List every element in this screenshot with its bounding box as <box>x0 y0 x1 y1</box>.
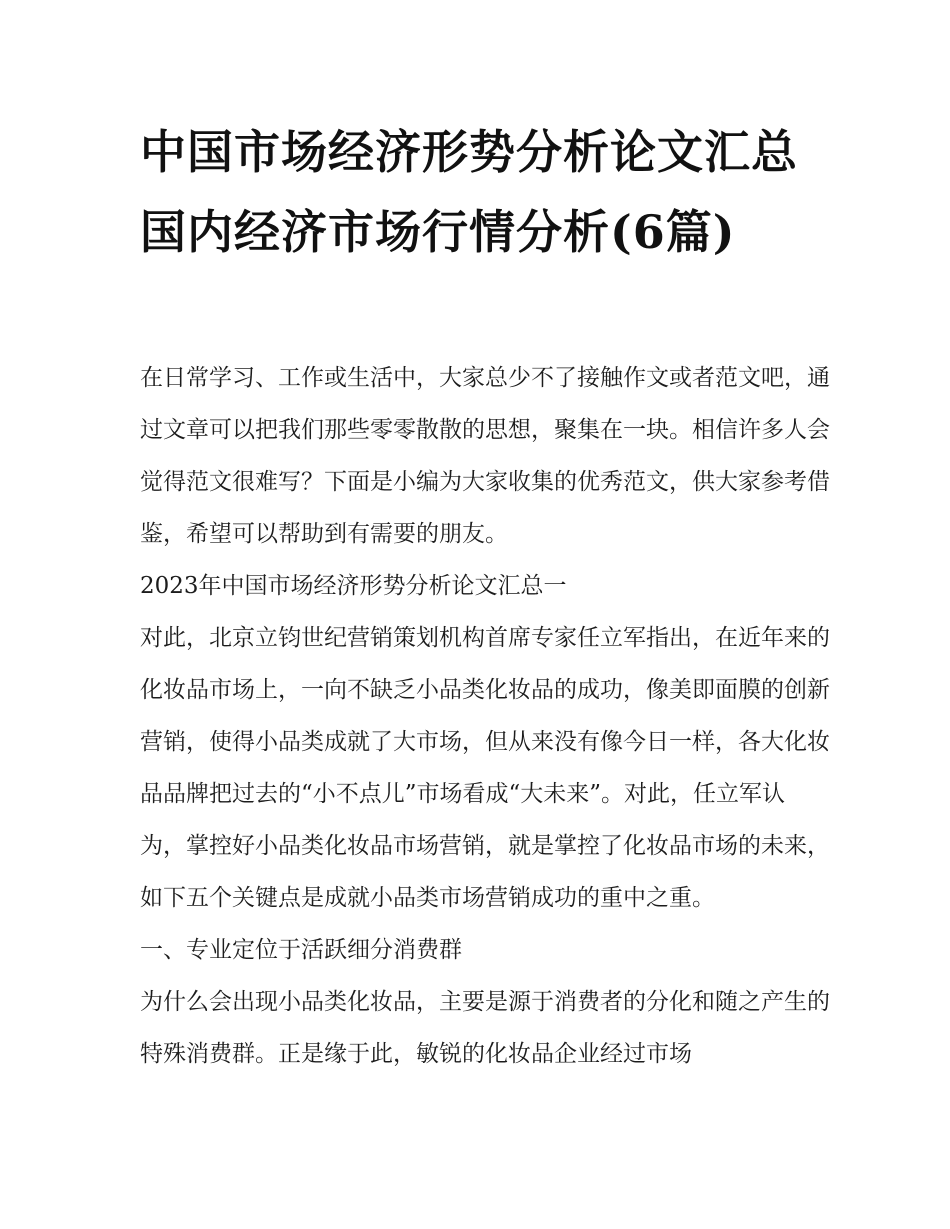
section-heading-year: 2023年中国市场经济形势分析论文汇总一 <box>140 573 567 599</box>
document-body <box>140 352 830 1080</box>
body-paragraph: 为什么会出现小品类化妆品，主要是源于消费者的分化和随之产生的特殊消费群。正是缘于此，敏锐的化妆品企业经过市场 <box>140 989 830 1067</box>
intro-paragraph: 在日常学习、工作或生活中，大家总少不了接触作文或者范文吧，通过文章可以把我们那些零零散散的思想，聚集在一块。相信许多人会觉得范文很难写？下面是小编为大家收集的优秀范文，供大家参考借鉴，希望可以帮助到有需要的朋友。 <box>140 365 830 547</box>
document-title: 中国市场经济形势分析论文汇总 国内经济市场行情分析(6篇) <box>140 125 798 259</box>
subsection-heading: 一、专业定位于活跃细分消费群 <box>140 937 462 963</box>
body-paragraph: 对此，北京立钧世纪营销策划机构首席专家任立军指出，在近年来的化妆品市场上，一向不缺乏小品类化妆品的成功，像美即面膜的创新营销，使得小品类成就了大市场，但从来没有像今日一样，各大化妆品品牌把过去的“小不点儿”市场看成“大未来”。对此，任立军认为，掌控好小品类化妆品市场营销，就是掌控了化妆品市场的未来，如下五个关键点是成就小品类市场营销成功的重中之重。 <box>140 625 830 911</box>
